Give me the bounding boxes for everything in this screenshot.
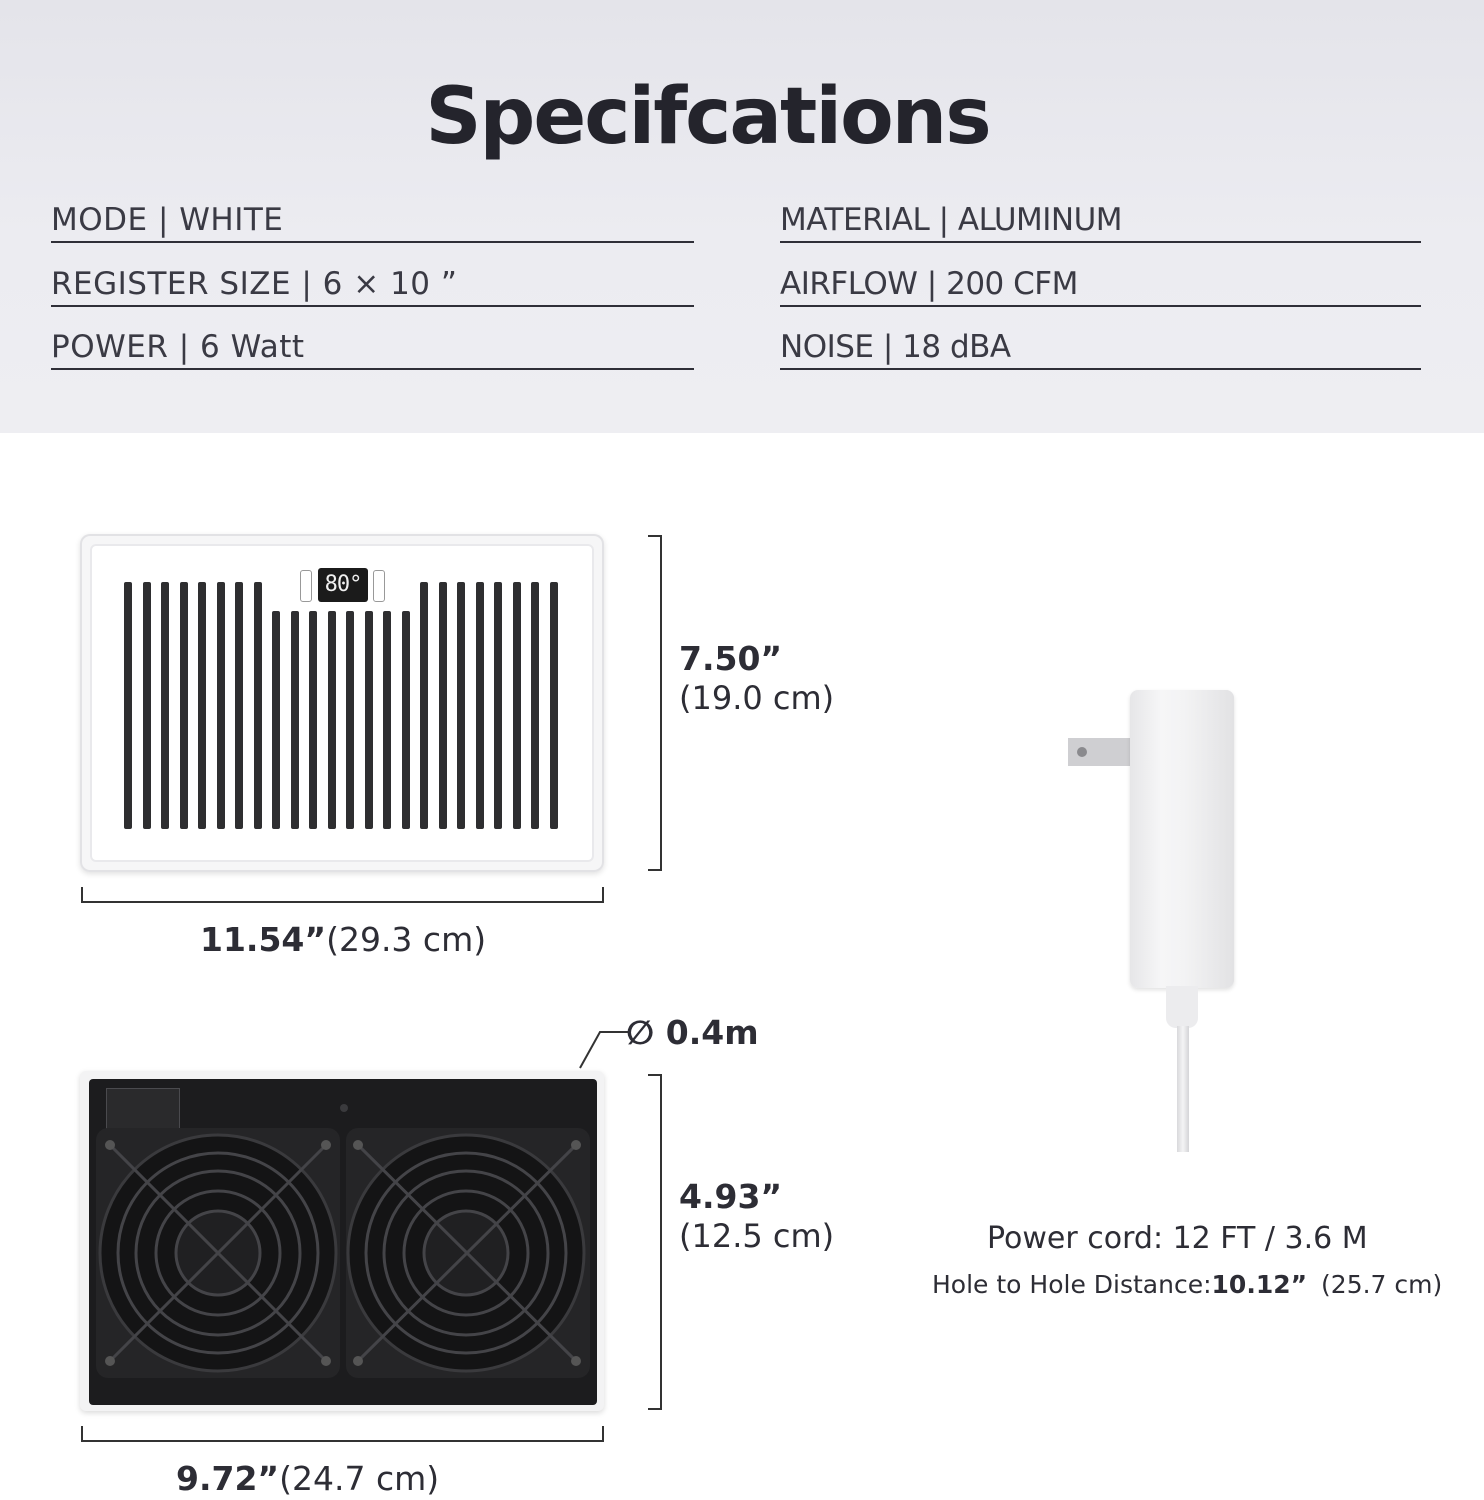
back-width-label: [176, 1459, 440, 1498]
back-height-bracket: [648, 1074, 662, 1410]
front-height-inches: 7.50”: [679, 639, 783, 678]
power-cord-image: [1177, 1026, 1189, 1152]
hole-distance-label: Hole to Hole Distance:10.12” (25.7 cm): [932, 1270, 1443, 1299]
right-fan-icon: [346, 1128, 590, 1378]
page-title: Specifcations: [425, 72, 990, 162]
power-cord-label: Power cord: 12 FT / 3.6 M: [987, 1221, 1368, 1256]
power-adapter-side: [1184, 690, 1234, 988]
front-width-inches: 11.54”: [200, 920, 327, 959]
cable-diameter-label: ∅ 0.4m: [626, 1013, 759, 1052]
spec-power: POWER | 6 Watt: [51, 324, 694, 370]
back-width-bracket: [81, 1426, 604, 1442]
cord-strain-relief: [1166, 986, 1198, 1028]
back-width-cm: (24.7 cm): [279, 1459, 440, 1498]
spec-airflow: AIRFLOW | 200 CFM: [780, 261, 1421, 307]
front-width-cm: (29.3 cm): [326, 920, 487, 959]
hole-distance-inches: 10.12”: [1211, 1270, 1308, 1299]
thermostat-display: 80°: [318, 568, 368, 602]
spec-mode: MODE | WHITE: [51, 197, 694, 243]
spec-material: MATERIAL | ALUMINUM: [780, 197, 1421, 243]
back-height-inches: 4.93”: [679, 1177, 783, 1216]
front-height-cm: (19.0 cm): [679, 679, 835, 717]
spec-register-size: REGISTER SIZE | 6 × 10 ”: [51, 261, 694, 307]
left-fan-icon: [96, 1128, 340, 1378]
spec-noise: NOISE | 18 dBA: [780, 324, 1421, 370]
back-width-inches: 9.72”: [176, 1459, 280, 1498]
back-height-cm: (12.5 cm): [679, 1217, 835, 1255]
hole-distance-cm: (25.7 cm): [1321, 1270, 1443, 1299]
